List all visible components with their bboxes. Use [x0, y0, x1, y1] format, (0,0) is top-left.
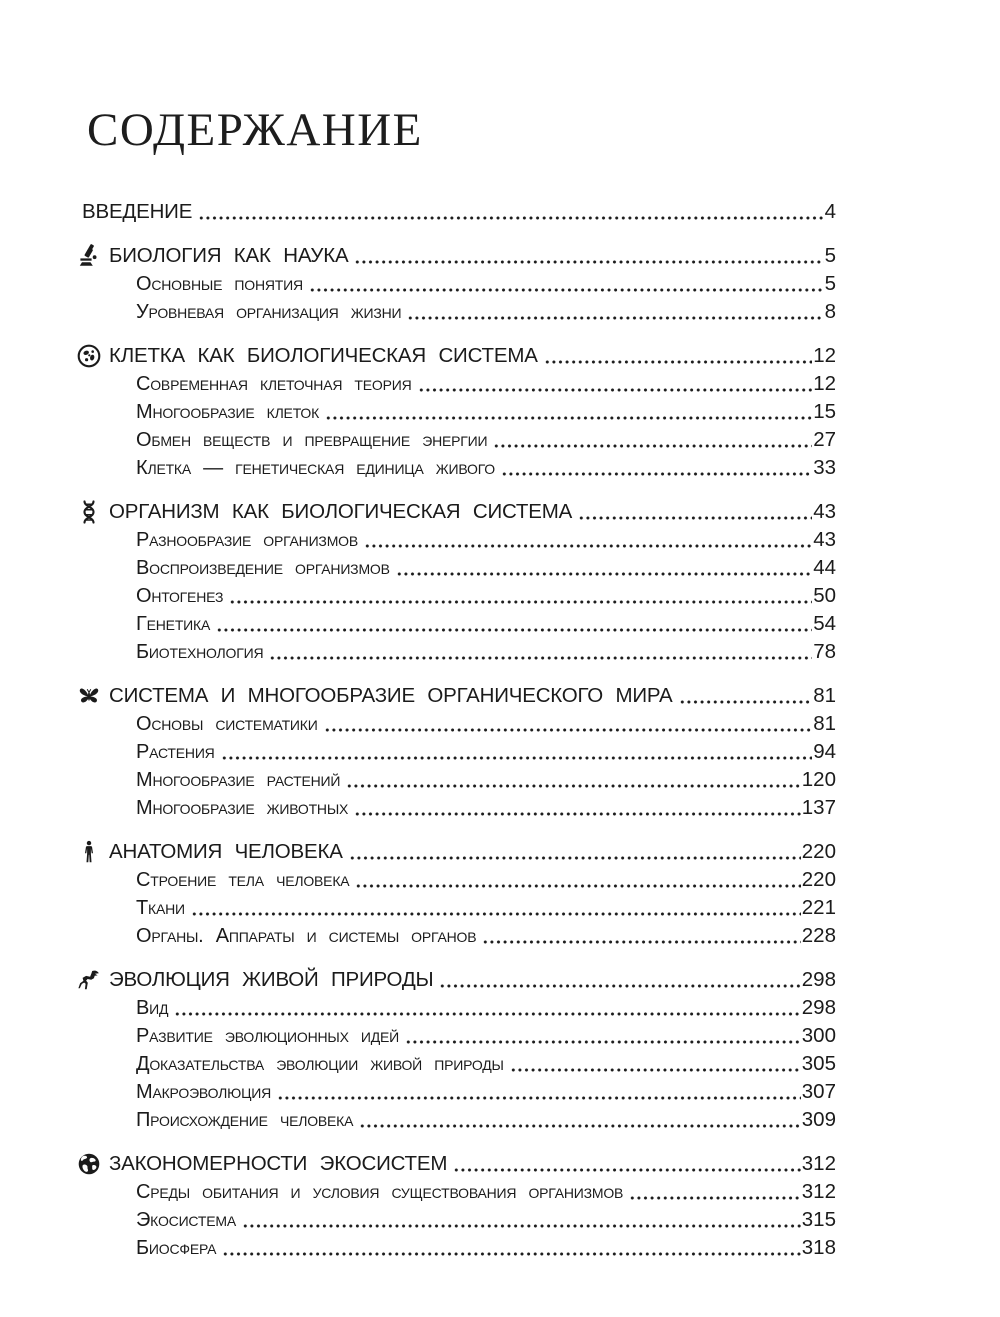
- toc-subsection: [82, 738, 836, 766]
- toc-subsection-page: 305: [801, 1052, 836, 1075]
- dna-icon: [77, 500, 101, 524]
- toc-subsection-page: 228: [801, 924, 836, 947]
- toc-subsection: [82, 1206, 836, 1234]
- toc-subsection: [82, 922, 836, 950]
- toc-subsection-page: 309: [801, 1108, 836, 1131]
- toc-subsection: [82, 1234, 836, 1262]
- toc-section-page: 81: [813, 684, 836, 707]
- toc-subsection-label: Ткани: [136, 897, 185, 919]
- dot-leader: [277, 1078, 801, 1106]
- toc-entry-label: ВВЕДЕНИЕ: [82, 200, 193, 223]
- toc-subsection: [82, 370, 836, 398]
- toc-subsection-list: [82, 526, 836, 666]
- toc-subsection: [82, 866, 836, 894]
- toc-subsection-label: Онтогенез: [136, 585, 224, 607]
- toc-subsection-page: 5: [824, 272, 836, 295]
- toc-sections: [82, 242, 836, 1262]
- toc-subsection: [82, 526, 836, 554]
- toc-subsection: [82, 1022, 836, 1050]
- toc-subsection-label: Многообразие клеток: [136, 401, 320, 423]
- toc-subsection-page: 27: [813, 428, 836, 451]
- toc-section: [82, 1150, 836, 1262]
- toc-subsection-page: 50: [813, 584, 836, 607]
- toc-section-heading: [77, 342, 836, 370]
- toc-section-page: 312: [801, 1152, 836, 1175]
- toc-subsection-label: Вид: [136, 997, 169, 1019]
- cell-icon: [77, 344, 101, 368]
- dot-leader: [354, 242, 823, 270]
- dot-leader: [629, 1178, 801, 1206]
- toc-section-title: БИОЛОГИЯ КАК НАУКА: [109, 244, 349, 267]
- dot-leader: [216, 610, 812, 638]
- toc-subsection: [82, 1050, 836, 1078]
- toc-section-heading: [77, 242, 836, 270]
- toc-subsection-list: [82, 710, 836, 822]
- microscope-icon: [77, 244, 101, 268]
- toc-entry-page: 4: [824, 200, 836, 223]
- toc-subsection: [82, 638, 836, 666]
- toc-subsection-label: Многообразие животных: [136, 797, 349, 819]
- toc-section-heading: [77, 966, 836, 994]
- toc-section: [82, 682, 836, 822]
- toc-section: [82, 342, 836, 482]
- toc-subsection: [82, 894, 836, 922]
- toc-subsection-label: Органы. Аппараты и системы органов: [136, 925, 477, 947]
- dot-leader: [309, 270, 824, 298]
- toc-subsection: [82, 766, 836, 794]
- toc-subsection-page: 12: [813, 372, 836, 395]
- toc-subsection-list: [82, 270, 836, 326]
- toc-section: [82, 966, 836, 1134]
- dot-leader: [501, 454, 812, 482]
- dot-leader: [364, 526, 812, 554]
- toc-subsection-label: Многообразие растений: [136, 769, 341, 791]
- toc-section-title: ОРГАНИЗМ КАК БИОЛОГИЧЕСКАЯ СИСТЕМА: [109, 500, 573, 523]
- toc-subsection-label: Клетка — генетическая единица живого: [136, 457, 495, 479]
- toc-subsection: [82, 298, 836, 326]
- dot-leader: [242, 1206, 801, 1234]
- toc-section-page: 12: [813, 344, 836, 367]
- toc-section-title: АНАТОМИЯ ЧЕЛОВЕКА: [109, 840, 343, 863]
- toc-subsection-page: 15: [813, 400, 836, 423]
- toc-subsection-label: Среды обитания и условия существования организмов: [136, 1181, 624, 1203]
- toc-subsection-label: Современная клеточная теория: [136, 373, 412, 395]
- toc-subsection-label: Уровневая организация жизни: [136, 301, 402, 323]
- toc-section-page: 298: [801, 968, 836, 991]
- dot-leader: [198, 198, 823, 226]
- toc-section-heading: [77, 498, 836, 526]
- butterfly-icon: [77, 684, 101, 708]
- dot-leader: [324, 710, 813, 738]
- toc-subsection-label: Макроэволюция: [136, 1081, 272, 1103]
- dot-leader: [269, 638, 812, 666]
- toc-subsection: [82, 454, 836, 482]
- toc-section: [82, 838, 836, 950]
- page-title: СОДЕРЖАНИЕ: [87, 104, 423, 156]
- toc-subsection-label: Доказательства эволюции живой природы: [136, 1053, 504, 1075]
- toc-section-page: 220: [801, 840, 836, 863]
- dot-leader: [396, 554, 812, 582]
- toc-section-title: КЛЕТКА КАК БИОЛОГИЧЕСКАЯ СИСТЕМА: [109, 344, 538, 367]
- toc-subsection-label: Биотехнология: [136, 641, 264, 663]
- dot-leader: [174, 994, 800, 1022]
- toc-subsection-page: 8: [824, 300, 836, 323]
- toc-subsection: [82, 794, 836, 822]
- toc-subsection-label: Экосистема: [136, 1209, 236, 1231]
- toc-section-title: ЭВОЛЮЦИЯ ЖИВОЙ ПРИРОДЫ: [109, 968, 434, 991]
- toc-subsection-list: [82, 866, 836, 950]
- globe-icon: [77, 1152, 101, 1176]
- toc-subsection-page: 81: [813, 712, 836, 735]
- toc-subsection-page: 307: [801, 1080, 836, 1103]
- dot-leader: [405, 1022, 801, 1050]
- dot-leader: [355, 866, 800, 894]
- toc-subsection-label: Разнообразие организмов: [136, 529, 358, 551]
- dot-leader: [359, 1106, 801, 1134]
- toc-subsection-page: 220: [801, 868, 836, 891]
- human-icon: [77, 840, 101, 864]
- dinosaur-icon: [77, 968, 101, 992]
- toc-section-heading: [77, 838, 836, 866]
- toc-subsection-page: 315: [801, 1208, 836, 1231]
- toc-section: [82, 498, 836, 666]
- dot-leader: [510, 1050, 801, 1078]
- dot-leader: [407, 298, 823, 326]
- toc-subsection-label: Генетика: [136, 613, 211, 635]
- toc-section: [82, 242, 836, 326]
- dot-leader: [191, 894, 801, 922]
- toc-subsection-page: 318: [801, 1236, 836, 1259]
- toc-entry-intro: [82, 198, 836, 226]
- dot-leader: [544, 342, 813, 370]
- toc-subsection-label: Воспроизведение организмов: [136, 557, 390, 579]
- toc-section-heading: [77, 1150, 836, 1178]
- toc-subsection: [82, 994, 836, 1022]
- toc-subsection-list: [82, 1178, 836, 1262]
- toc-section-title: ЗАКОНОМЕРНОСТИ ЭКОСИСТЕМ: [109, 1152, 448, 1175]
- toc-subsection-label: Происхождение человека: [136, 1109, 354, 1131]
- toc-subsection: [82, 710, 836, 738]
- toc-subsection-label: Основы систематики: [136, 713, 318, 735]
- toc-subsection-label: Развитие эволюционных идей: [136, 1025, 400, 1047]
- toc-subsection-page: 298: [801, 996, 836, 1019]
- toc-subsection-page: 300: [801, 1024, 836, 1047]
- toc-subsection-label: Обмен веществ и превращение энергии: [136, 429, 488, 451]
- dot-leader: [349, 838, 801, 866]
- toc-subsection: [82, 270, 836, 298]
- toc-subsection-label: Биосфера: [136, 1237, 217, 1259]
- toc-subsection-page: 33: [813, 456, 836, 479]
- toc-subsection: [82, 610, 836, 638]
- dot-leader: [418, 370, 813, 398]
- dot-leader: [325, 398, 812, 426]
- toc-subsection-page: 44: [813, 556, 836, 579]
- dot-leader: [439, 966, 800, 994]
- toc-section-page: 43: [813, 500, 836, 523]
- toc-subsection-label: Растения: [136, 741, 215, 763]
- toc-subsection-page: 43: [813, 528, 836, 551]
- toc-subsection: [82, 1078, 836, 1106]
- toc-subsection-page: 94: [813, 740, 836, 763]
- toc-subsection-label: Строение тела человека: [136, 869, 350, 891]
- dot-leader: [229, 582, 812, 610]
- toc-subsection-page: 221: [801, 896, 836, 919]
- dot-leader: [221, 738, 813, 766]
- toc-subsection: [82, 398, 836, 426]
- dot-leader: [346, 766, 801, 794]
- toc-subsection: [82, 1178, 836, 1206]
- toc-section-title: СИСТЕМА И МНОГООБРАЗИЕ ОРГАНИЧЕСКОГО МИРА: [109, 684, 673, 707]
- dot-leader: [453, 1150, 801, 1178]
- toc-subsection-list: [82, 370, 836, 482]
- dot-leader: [222, 1234, 800, 1262]
- toc-subsection-page: 54: [813, 612, 836, 635]
- toc-subsection-page: 137: [801, 796, 836, 819]
- toc-subsection-label: Основные понятия: [136, 273, 303, 295]
- toc-subsection: [82, 426, 836, 454]
- toc-subsection: [82, 554, 836, 582]
- toc-section-heading: [77, 682, 836, 710]
- toc-subsection-page: 312: [801, 1180, 836, 1203]
- dot-leader: [578, 498, 812, 526]
- toc-section-page: 5: [824, 244, 836, 267]
- dot-leader: [482, 922, 800, 950]
- toc-subsection: [82, 1106, 836, 1134]
- dot-leader: [493, 426, 812, 454]
- toc-subsection-page: 120: [801, 768, 836, 791]
- toc-subsection: [82, 582, 836, 610]
- dot-leader: [354, 794, 801, 822]
- toc-subsection-page: 78: [813, 640, 836, 663]
- toc-subsection-list: [82, 994, 836, 1134]
- dot-leader: [679, 682, 813, 710]
